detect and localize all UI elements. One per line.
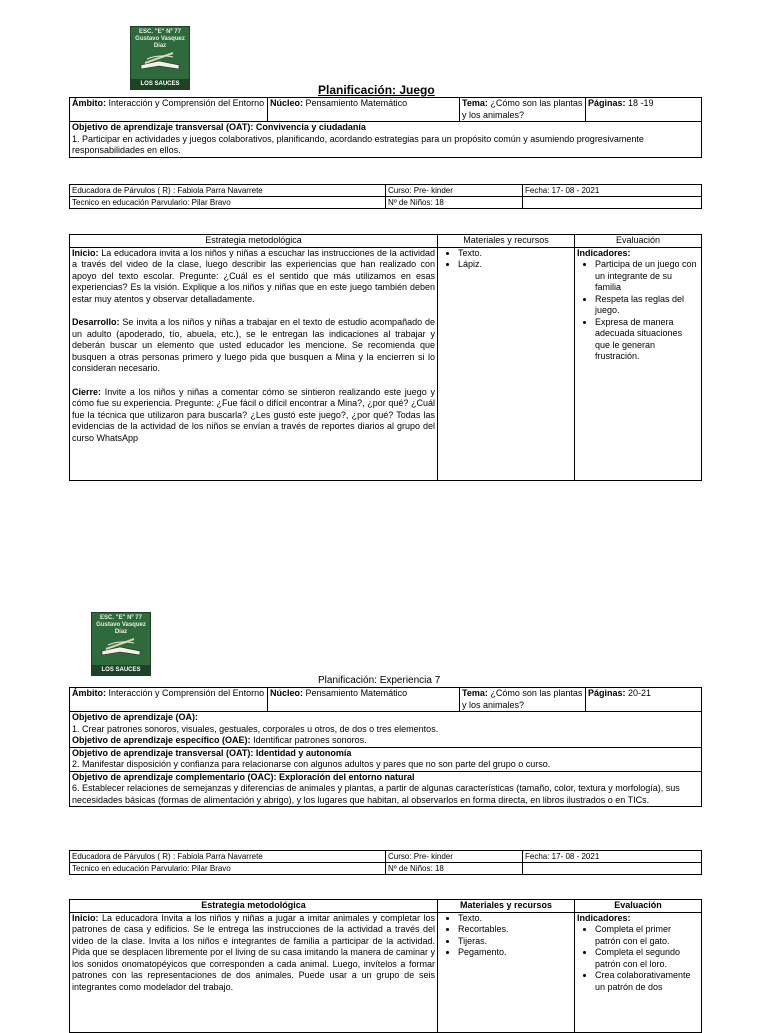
oac-cell [70, 771, 702, 807]
list-item: • Pegamento. [458, 947, 572, 959]
list-item: • Recortables. [458, 924, 572, 936]
book-icon [139, 51, 181, 71]
nucleo-label: Núcleo: [270, 98, 304, 108]
tema-cell [460, 688, 586, 712]
empty-cell [523, 197, 702, 209]
oat-label: Objetivo de aprendizaje transversal (OAT): Identidad y autonomía [72, 747, 352, 758]
header-estrategia [70, 900, 438, 913]
desarrollo-label: Desarrollo: [72, 317, 120, 327]
header-materiales-label: Materiales y recursos [459, 900, 553, 910]
ambito-label: Ámbito: [72, 98, 106, 108]
oat-label: Objetivo de aprendizaje transversal (OAT): Convivencia y ciudadanía [72, 122, 366, 132]
list-item: • Participa de un juego con un integrante de su familia [595, 259, 699, 294]
oa-cell [70, 712, 702, 748]
section1-header-table [69, 97, 702, 158]
cierre-text: Invite a los niños y niñas a comentar cómo se sintieron realizando este juego y cómo fue su experiencia. Pregunte: ¿Fue fácil o difícil encontrar a Mina?, ¿por qué? ¿Cuál fue la técnica que utilizaron para buscarla? ¿Les gustó este juego?, ¿por qué? Todas las evidencias de la actividad de los niños se envían a través de reportes diarios al grupo del curso WhatsApp [72, 386, 435, 443]
logo-school-subtitle: Gustavo Vasquez Díaz [135, 36, 185, 49]
list-item: • Crea colaborativamente un patrón de dos [595, 970, 699, 993]
oa-text: 1. Crear patrones sonoros, visuales, gestuales, corporales u otros, de dos o tres elementos. [72, 723, 439, 734]
oat-cell [70, 747, 702, 771]
section1-info-table [69, 184, 702, 209]
fecha-cell: Fecha: 17- 08 - 2021 [523, 851, 702, 863]
inicio-paragraph [72, 913, 435, 994]
paginas-label: Páginas: [588, 688, 626, 698]
cierre-label: Cierre: [72, 386, 102, 397]
tecnico-cell: Tecnico en educación Parvulario: Pilar Bravo [70, 863, 386, 875]
nucleo-label: Núcleo: [270, 688, 304, 698]
ninos-cell: Nº de Niños: 18 [386, 197, 523, 209]
materiales-list [440, 248, 572, 271]
strategy-cell [70, 912, 438, 1032]
indicadores-list [577, 259, 699, 363]
strategy-cell [70, 247, 438, 480]
header-estrategia-label: Estrategia metodológica [201, 900, 306, 910]
list-item: • Texto. [458, 248, 572, 260]
logo-school-name: ESC. "E" Nº 77 [100, 615, 142, 621]
educadora-cell: Educadora de Párvulos ( R) : Fabiola Parra Navarrete [70, 851, 386, 863]
book-icon [100, 637, 142, 657]
indicadores-list [577, 924, 699, 993]
oat-text: 1. Participar en actividades y juegos colaborativos, planificando, acordando estrategias para un propósito común y asumiendo progresivamente responsabilidades en ellos. [72, 133, 644, 155]
list-item: • Texto. [458, 913, 572, 925]
indicadores-label: Indicadores: [577, 912, 631, 923]
tema-value: ¿Cómo son las plantas y los animales? [462, 98, 583, 120]
oac-label: Objetivo de aprendizaje complementario (OAC): Exploración del entorno natural [72, 771, 415, 782]
paginas-cell [586, 98, 702, 122]
paginas-value: 18 -19 [628, 98, 654, 108]
header-estrategia: Estrategia metodológica [70, 235, 438, 248]
list-item: • Completa el primer patrón con el gato. [595, 924, 699, 947]
inicio-paragraph [72, 248, 435, 306]
oat-text: 2. Manifestar disposición y confianza para relacionarse con algunos adultos y pares que no son parte del grupo o curso. [72, 759, 551, 769]
oac-text: 6. Establecer relaciones de semejanzas y diferencias de animales y plantas, a partir de algunas características (tamaño, color, textura y morfología), sus necesidades básicas (formas de alimentación y abrigo), y los lugares que habitan, al observarlos en forma directa, en libros ilustrados o en TICs. [72, 783, 680, 805]
curso-cell: Curso: Pre- kinder [386, 851, 523, 863]
paginas-label: Páginas: [588, 98, 626, 108]
oa-label: Objetivo de aprendizaje (OA): [72, 712, 199, 722]
header-materiales [438, 900, 575, 913]
inicio-label: Inicio: [72, 912, 99, 923]
school-logo [91, 612, 151, 676]
nucleo-value: Pensamiento Matemático [305, 98, 408, 108]
section2-title: Planificación: Experiencia 7 [318, 675, 441, 686]
evaluacion-cell [575, 912, 702, 1032]
header-evaluacion-label: Evaluación [614, 900, 662, 910]
list-item: • Respeta las reglas del juego. [595, 294, 699, 317]
oat-cell [70, 122, 702, 158]
oae-text: Identificar patrones sonoros. [253, 735, 367, 745]
materiales-cell [438, 247, 575, 480]
header-materiales: Materiales y recursos [438, 235, 575, 248]
section1-strategy-table [69, 234, 702, 481]
inicio-text: La educadora Invita a los niños y niñas a jugar a imitar animales y completar los patrones de casa y edificios. Se le entrega las instrucciones de la actividad a través del video de la clase. Invita a los niños e integrantes de familia a participar de la actividad. Pida que se desplacen libremente por el living de su casa imitando la manera de caminar y los sonidos onomatopéyicos que corresponden a cada animal. Luego, invítelos a formar patrones con las representaciones de dos animales. Puede usar a un grupo de seis integrantes como modelador del trabajo. [72, 912, 435, 992]
paginas-value: 20-21 [628, 688, 652, 698]
materiales-list [440, 913, 572, 959]
tema-value: ¿Cómo son las plantas y los animales? [462, 688, 583, 710]
section2-header-table [69, 687, 702, 807]
list-item: • Tijeras. [458, 936, 572, 948]
header-evaluacion: Evaluación [575, 235, 702, 248]
ambito-cell [70, 98, 268, 122]
nucleo-value: Pensamiento Matemático [305, 688, 408, 698]
educadora-cell: Educadora de Párvulos ( R) : Fabiola Parra Navarrete [70, 185, 386, 197]
ambito-value: Interacción y Comprensión del Entorno [108, 688, 265, 698]
tema-cell [460, 98, 586, 122]
ambito-cell [70, 688, 268, 712]
school-logo [130, 26, 190, 90]
logo-band: LOS SAUCES [131, 79, 189, 89]
nucleo-cell [268, 98, 460, 122]
fecha-cell: Fecha: 17- 08 - 2021 [523, 185, 702, 197]
curso-cell: Curso: Pre- kinder [386, 185, 523, 197]
desarrollo-paragraph [72, 317, 435, 375]
empty-cell [523, 863, 702, 875]
inicio-label: Inicio: [72, 247, 99, 258]
oae-label: Objetivo de aprendizaje específico (OAE): [72, 735, 251, 745]
section2-info-table [69, 850, 702, 875]
header-evaluacion [575, 900, 702, 913]
section2-strategy-table [69, 899, 702, 1033]
cierre-paragraph [72, 387, 435, 445]
list-item: • Completa el segundo patrón con el loro. [595, 947, 699, 970]
ambito-label: Ámbito: [72, 688, 106, 698]
inicio-text: La educadora invita a los niños y niñas a escuchar las instrucciones de la actividad a través del video de la clase, luego describir las experiencias que han realizado con apoyo del texto escolar. Pregunte: ¿Cuál es el sentido que más utilizamos en esas experiencias? Es la visión. Explique a los niños y niñas que en este juego también deben estar muy atentos y observar detalladamente. [72, 247, 435, 304]
ambito-value: Interacción y Comprensión del Entorno [108, 98, 265, 108]
indicadores-label: Indicadores: [577, 247, 631, 258]
paginas-cell [586, 688, 702, 712]
evaluacion-cell [575, 247, 702, 480]
ninos-cell: Nº de Niños: 18 [386, 863, 523, 875]
logo-band: LOS SAUCES [92, 665, 150, 675]
list-item: • Expresa de manera adecuada situaciones que le generan frustración. [595, 317, 699, 363]
list-item: • Lápiz. [458, 259, 572, 271]
materiales-cell [438, 912, 575, 1032]
logo-school-subtitle: Gustavo Vasquez Díaz [96, 622, 146, 635]
nucleo-cell [268, 688, 460, 712]
tema-label: Tema: [462, 688, 488, 698]
desarrollo-text: Se invita a los niños y niñas a trabajar en el texto de estudio acompañado de un adulto (apoderado, tío, abuela, etc.), se le entregan las indicaciones al trabajar y deberán buscar un elemento que usted educador les mencione. Se recomienda que busquen a otras personas primero y luego pida que busquen a Mina y la encierren si lo consideran necesario. [72, 317, 435, 373]
tema-label: Tema: [462, 98, 488, 108]
section1-title: Planificación: Juego [318, 83, 435, 97]
logo-school-name: ESC. "E" Nº 77 [139, 29, 181, 35]
tecnico-cell: Tecnico en educación Parvulario: Pilar Bravo [70, 197, 386, 209]
